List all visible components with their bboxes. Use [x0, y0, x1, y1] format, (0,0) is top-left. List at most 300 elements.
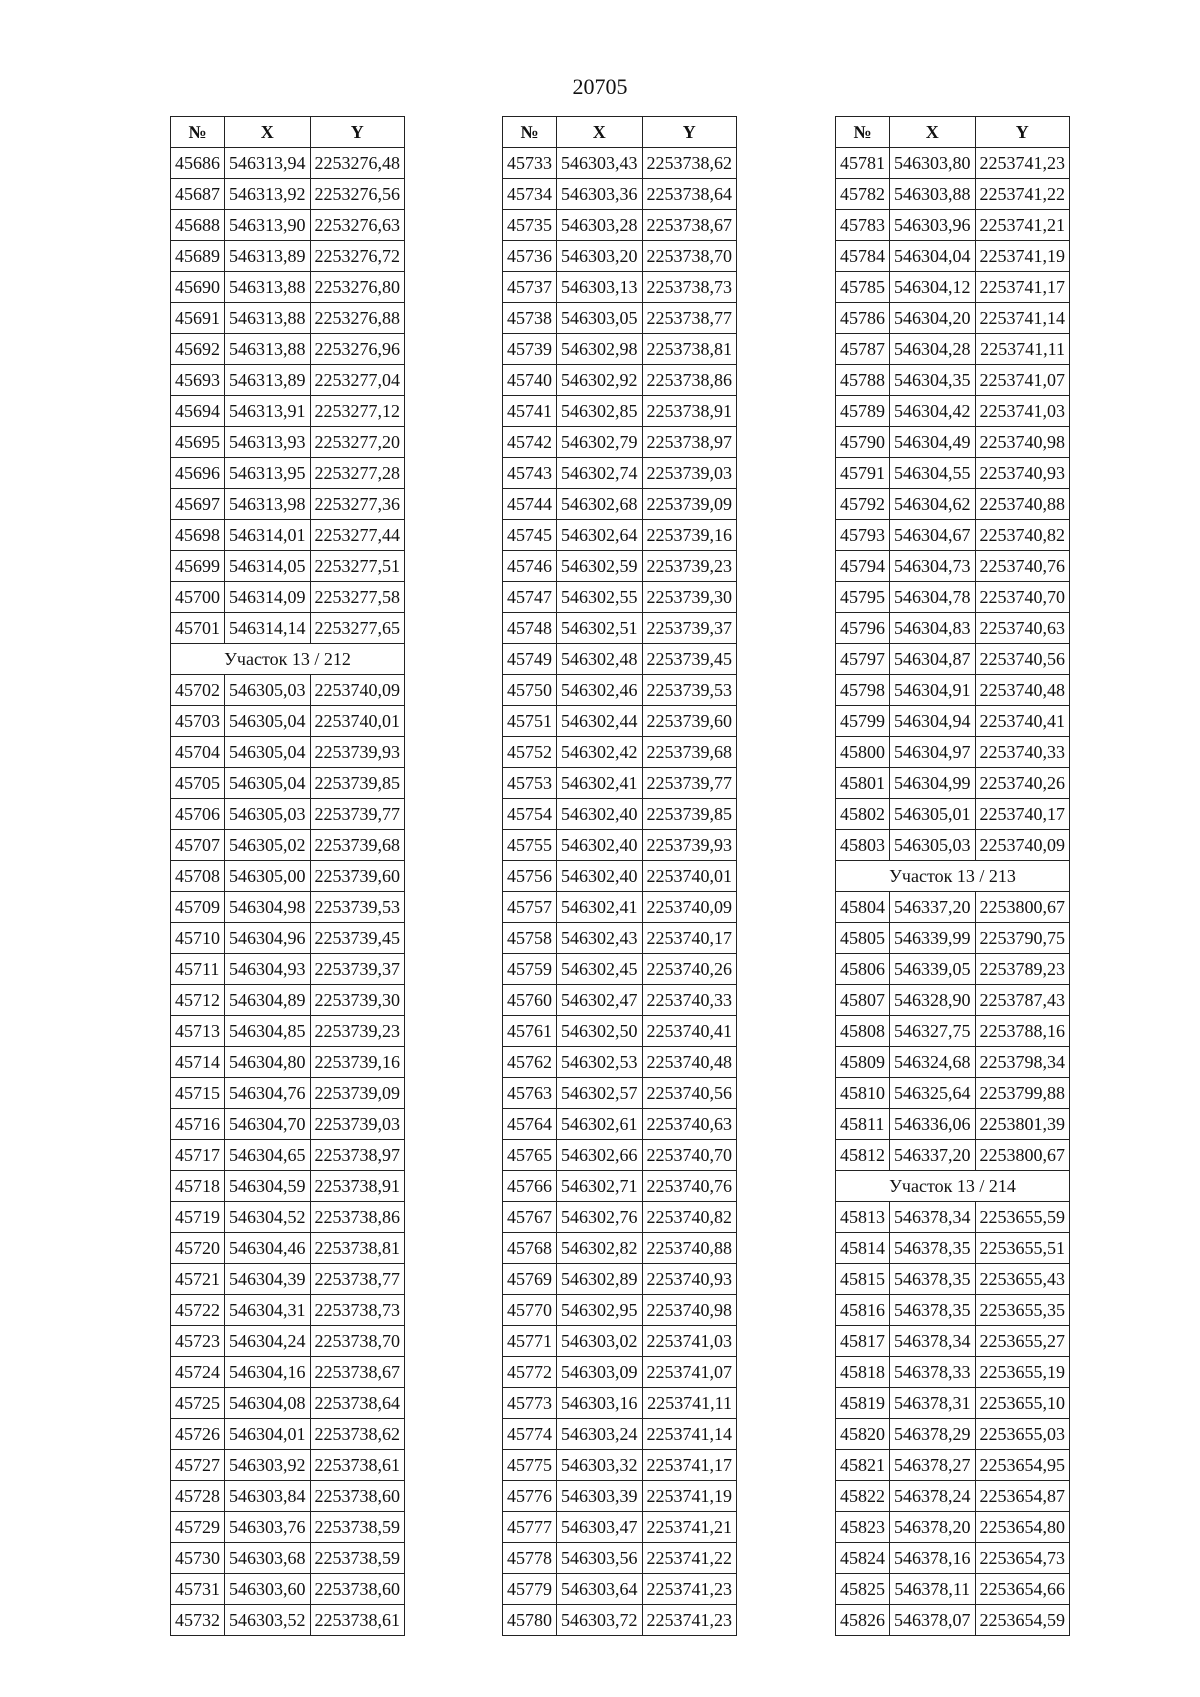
point-number-cell: 45813	[836, 1202, 890, 1233]
x-coordinate-cell: 546304,31	[225, 1295, 311, 1326]
section-title: Участок 13 / 214	[836, 1171, 1070, 1202]
x-coordinate-cell: 546313,88	[225, 272, 311, 303]
point-number-cell: 45804	[836, 892, 890, 923]
x-coordinate-cell: 546313,91	[225, 396, 311, 427]
point-number-cell: 45820	[836, 1419, 890, 1450]
y-coordinate-cell: 2253740,41	[975, 706, 1070, 737]
y-coordinate-cell: 2253740,76	[642, 1171, 737, 1202]
y-coordinate-cell: 2253739,45	[642, 644, 737, 675]
y-coordinate-cell: 2253740,82	[975, 520, 1070, 551]
x-coordinate-cell: 546328,90	[890, 985, 976, 1016]
point-number-cell: 45784	[836, 241, 890, 272]
table-row	[836, 272, 1070, 303]
point-number-cell: 45799	[836, 706, 890, 737]
point-number-cell: 45773	[503, 1388, 557, 1419]
point-number-cell: 45717	[171, 1140, 225, 1171]
y-coordinate-cell: 2253739,16	[642, 520, 737, 551]
table-row	[171, 892, 405, 923]
table-row	[503, 210, 737, 241]
point-number-cell: 45812	[836, 1140, 890, 1171]
table-row	[171, 954, 405, 985]
point-number-cell: 45816	[836, 1295, 890, 1326]
x-coordinate-cell: 546304,20	[890, 303, 976, 334]
x-coordinate-cell: 546303,02	[557, 1326, 643, 1357]
x-coordinate-cell: 546302,43	[557, 923, 643, 954]
header-y: Y	[642, 117, 737, 148]
table-row	[503, 1264, 737, 1295]
y-coordinate-cell: 2253798,34	[975, 1047, 1070, 1078]
table-row	[836, 1264, 1070, 1295]
point-number-cell: 45794	[836, 551, 890, 582]
point-number-cell: 45782	[836, 179, 890, 210]
point-number-cell: 45714	[171, 1047, 225, 1078]
table-row	[503, 644, 737, 675]
x-coordinate-cell: 546304,85	[225, 1016, 311, 1047]
point-number-cell: 45814	[836, 1233, 890, 1264]
x-coordinate-cell: 546302,41	[557, 768, 643, 799]
table-row	[503, 1543, 737, 1574]
point-number-cell: 45730	[171, 1543, 225, 1574]
table-row	[836, 737, 1070, 768]
table-row	[171, 272, 405, 303]
x-coordinate-cell: 546305,03	[225, 675, 311, 706]
table-row	[836, 458, 1070, 489]
table-row	[836, 179, 1070, 210]
y-coordinate-cell: 2253739,77	[642, 768, 737, 799]
x-coordinate-cell: 546304,78	[890, 582, 976, 613]
x-coordinate-cell: 546313,94	[225, 148, 311, 179]
x-coordinate-cell: 546304,80	[225, 1047, 311, 1078]
table-row	[171, 675, 405, 706]
y-coordinate-cell: 2253738,60	[310, 1481, 405, 1512]
table-row	[836, 489, 1070, 520]
y-coordinate-cell: 2253739,45	[310, 923, 405, 954]
y-coordinate-cell: 2253654,73	[975, 1543, 1070, 1574]
point-number-cell: 45754	[503, 799, 557, 830]
point-number-cell: 45721	[171, 1264, 225, 1295]
y-coordinate-cell: 2253277,65	[310, 613, 405, 644]
point-number-cell: 45707	[171, 830, 225, 861]
y-coordinate-cell: 2253739,68	[642, 737, 737, 768]
table-row	[503, 1295, 737, 1326]
x-coordinate-cell: 546305,04	[225, 737, 311, 768]
y-coordinate-cell: 2253741,14	[975, 303, 1070, 334]
x-coordinate-cell: 546304,08	[225, 1388, 311, 1419]
y-coordinate-cell: 2253740,01	[642, 861, 737, 892]
x-coordinate-cell: 546302,46	[557, 675, 643, 706]
x-coordinate-cell: 546302,95	[557, 1295, 643, 1326]
x-coordinate-cell: 546304,49	[890, 427, 976, 458]
point-number-cell: 45735	[503, 210, 557, 241]
point-number-cell: 45765	[503, 1140, 557, 1171]
table-row	[503, 272, 737, 303]
x-coordinate-cell: 546303,16	[557, 1388, 643, 1419]
point-number-cell: 45724	[171, 1357, 225, 1388]
table-row	[503, 1047, 737, 1078]
point-number-cell: 45802	[836, 799, 890, 830]
x-coordinate-cell: 546304,67	[890, 520, 976, 551]
x-coordinate-cell: 546304,46	[225, 1233, 311, 1264]
point-number-cell: 45687	[171, 179, 225, 210]
y-coordinate-cell: 2253739,85	[310, 768, 405, 799]
x-coordinate-cell: 546303,05	[557, 303, 643, 334]
y-coordinate-cell: 2253738,64	[310, 1388, 405, 1419]
x-coordinate-cell: 546304,16	[225, 1357, 311, 1388]
y-coordinate-cell: 2253739,23	[310, 1016, 405, 1047]
table-row	[503, 179, 737, 210]
x-coordinate-cell: 546303,47	[557, 1512, 643, 1543]
table-row	[171, 923, 405, 954]
x-coordinate-cell: 546304,76	[225, 1078, 311, 1109]
point-number-cell: 45818	[836, 1357, 890, 1388]
point-number-cell: 45713	[171, 1016, 225, 1047]
x-coordinate-cell: 546302,68	[557, 489, 643, 520]
y-coordinate-cell: 2253740,98	[642, 1295, 737, 1326]
y-coordinate-cell: 2253738,59	[310, 1543, 405, 1574]
x-coordinate-cell: 546339,05	[890, 954, 976, 985]
x-coordinate-cell: 546325,64	[890, 1078, 976, 1109]
point-number-cell: 45805	[836, 923, 890, 954]
y-coordinate-cell: 2253276,56	[310, 179, 405, 210]
y-coordinate-cell: 2253740,09	[310, 675, 405, 706]
point-number-cell: 45771	[503, 1326, 557, 1357]
y-coordinate-cell: 2253740,88	[642, 1233, 737, 1264]
x-coordinate-cell: 546304,59	[225, 1171, 311, 1202]
point-number-cell: 45764	[503, 1109, 557, 1140]
x-coordinate-cell: 546304,99	[890, 768, 976, 799]
y-coordinate-cell: 2253740,09	[975, 830, 1070, 861]
point-number-cell: 45740	[503, 365, 557, 396]
x-coordinate-cell: 546302,61	[557, 1109, 643, 1140]
x-coordinate-cell: 546302,45	[557, 954, 643, 985]
x-coordinate-cell: 546304,28	[890, 334, 976, 365]
point-number-cell: 45772	[503, 1357, 557, 1388]
y-coordinate-cell: 2253739,23	[642, 551, 737, 582]
point-number-cell: 45732	[171, 1605, 225, 1636]
section-title: Участок 13 / 212	[171, 644, 405, 675]
x-coordinate-cell: 546337,20	[890, 1140, 976, 1171]
x-coordinate-cell: 546304,70	[225, 1109, 311, 1140]
y-coordinate-cell: 2253741,19	[642, 1481, 737, 1512]
table-row	[836, 1078, 1070, 1109]
point-number-cell: 45762	[503, 1047, 557, 1078]
table-row	[171, 1450, 405, 1481]
y-coordinate-cell: 2253738,86	[310, 1202, 405, 1233]
y-coordinate-cell: 2253740,93	[642, 1264, 737, 1295]
x-coordinate-cell: 546302,57	[557, 1078, 643, 1109]
table-row	[503, 892, 737, 923]
y-coordinate-cell: 2253738,64	[642, 179, 737, 210]
table-row	[836, 396, 1070, 427]
point-number-cell: 45795	[836, 582, 890, 613]
y-coordinate-cell: 2253741,11	[642, 1388, 737, 1419]
y-coordinate-cell: 2253741,03	[975, 396, 1070, 427]
table-row	[503, 768, 737, 799]
y-coordinate-cell: 2253740,70	[642, 1140, 737, 1171]
point-number-cell: 45696	[171, 458, 225, 489]
table-row	[503, 1512, 737, 1543]
x-coordinate-cell: 546378,20	[890, 1512, 976, 1543]
point-number-cell: 45756	[503, 861, 557, 892]
header-y: Y	[975, 117, 1070, 148]
x-coordinate-cell: 546313,95	[225, 458, 311, 489]
header-number: №	[171, 117, 225, 148]
y-coordinate-cell: 2253739,85	[642, 799, 737, 830]
y-coordinate-cell: 2253738,81	[642, 334, 737, 365]
y-coordinate-cell: 2253739,30	[642, 582, 737, 613]
x-coordinate-cell: 546303,56	[557, 1543, 643, 1574]
y-coordinate-cell: 2253741,07	[975, 365, 1070, 396]
y-coordinate-cell: 2253739,03	[642, 458, 737, 489]
point-number-cell: 45745	[503, 520, 557, 551]
x-coordinate-cell: 546314,01	[225, 520, 311, 551]
x-coordinate-cell: 546302,89	[557, 1264, 643, 1295]
point-number-cell: 45785	[836, 272, 890, 303]
y-coordinate-cell: 2253655,03	[975, 1419, 1070, 1450]
point-number-cell: 45781	[836, 148, 890, 179]
table-row	[836, 1233, 1070, 1264]
y-coordinate-cell: 2253738,73	[310, 1295, 405, 1326]
point-number-cell: 45729	[171, 1512, 225, 1543]
y-coordinate-cell: 2253276,72	[310, 241, 405, 272]
table-row	[503, 1388, 737, 1419]
y-coordinate-cell: 2253789,23	[975, 954, 1070, 985]
x-coordinate-cell: 546302,82	[557, 1233, 643, 1264]
x-coordinate-cell: 546324,68	[890, 1047, 976, 1078]
y-coordinate-cell: 2253741,21	[642, 1512, 737, 1543]
point-number-cell: 45779	[503, 1574, 557, 1605]
y-coordinate-cell: 2253739,53	[310, 892, 405, 923]
table-row	[836, 1295, 1070, 1326]
y-coordinate-cell: 2253741,19	[975, 241, 1070, 272]
table-row	[503, 1357, 737, 1388]
y-coordinate-cell: 2253277,20	[310, 427, 405, 458]
table-row	[171, 1481, 405, 1512]
point-number-cell: 45743	[503, 458, 557, 489]
table-row	[503, 1171, 737, 1202]
x-coordinate-cell: 546378,16	[890, 1543, 976, 1574]
x-coordinate-cell: 546304,96	[225, 923, 311, 954]
table-row	[171, 334, 405, 365]
point-number-cell: 45757	[503, 892, 557, 923]
point-number-cell: 45690	[171, 272, 225, 303]
table-row	[836, 1357, 1070, 1388]
table-row	[836, 520, 1070, 551]
x-coordinate-cell: 546313,90	[225, 210, 311, 241]
point-number-cell: 45699	[171, 551, 225, 582]
x-coordinate-cell: 546302,47	[557, 985, 643, 1016]
x-coordinate-cell: 546304,55	[890, 458, 976, 489]
table-row	[171, 1605, 405, 1636]
y-coordinate-cell: 2253738,59	[310, 1512, 405, 1543]
table-row	[503, 396, 737, 427]
table-row	[171, 830, 405, 861]
y-coordinate-cell: 2253655,43	[975, 1264, 1070, 1295]
x-coordinate-cell: 546303,13	[557, 272, 643, 303]
x-coordinate-cell: 546304,94	[890, 706, 976, 737]
y-coordinate-cell: 2253738,81	[310, 1233, 405, 1264]
point-number-cell: 45750	[503, 675, 557, 706]
y-coordinate-cell: 2253738,91	[642, 396, 737, 427]
table-row	[836, 644, 1070, 675]
x-coordinate-cell: 546305,02	[225, 830, 311, 861]
x-coordinate-cell: 546302,41	[557, 892, 643, 923]
table-row	[171, 1326, 405, 1357]
table-row	[171, 1388, 405, 1419]
table-row	[503, 1016, 737, 1047]
table-row	[171, 1295, 405, 1326]
x-coordinate-cell: 546302,42	[557, 737, 643, 768]
y-coordinate-cell: 2253277,36	[310, 489, 405, 520]
table-row	[503, 334, 737, 365]
x-coordinate-cell: 546313,88	[225, 303, 311, 334]
y-coordinate-cell: 2253276,48	[310, 148, 405, 179]
x-coordinate-cell: 546336,06	[890, 1109, 976, 1140]
point-number-cell: 45791	[836, 458, 890, 489]
point-number-cell: 45719	[171, 1202, 225, 1233]
x-coordinate-cell: 546302,76	[557, 1202, 643, 1233]
x-coordinate-cell: 546304,89	[225, 985, 311, 1016]
point-number-cell: 45715	[171, 1078, 225, 1109]
point-number-cell: 45700	[171, 582, 225, 613]
table-row	[171, 551, 405, 582]
table-row	[836, 1574, 1070, 1605]
table-row	[171, 241, 405, 272]
table-row	[171, 1109, 405, 1140]
y-coordinate-cell: 2253741,23	[642, 1574, 737, 1605]
y-coordinate-cell: 2253654,87	[975, 1481, 1070, 1512]
point-number-cell: 45741	[503, 396, 557, 427]
x-coordinate-cell: 546304,93	[225, 954, 311, 985]
table-row	[171, 1047, 405, 1078]
table-row	[171, 148, 405, 179]
point-number-cell: 45738	[503, 303, 557, 334]
point-number-cell: 45691	[171, 303, 225, 334]
point-number-cell: 45744	[503, 489, 557, 520]
y-coordinate-cell: 2253277,28	[310, 458, 405, 489]
x-coordinate-cell: 546303,68	[225, 1543, 311, 1574]
point-number-cell: 45766	[503, 1171, 557, 1202]
x-coordinate-cell: 546314,05	[225, 551, 311, 582]
x-coordinate-cell: 546303,72	[557, 1605, 643, 1636]
page-number: 20705	[572, 74, 628, 99]
x-coordinate-cell: 546304,62	[890, 489, 976, 520]
y-coordinate-cell: 2253740,01	[310, 706, 405, 737]
x-coordinate-cell: 546305,04	[225, 768, 311, 799]
table-row	[836, 303, 1070, 334]
y-coordinate-cell: 2253654,95	[975, 1450, 1070, 1481]
y-coordinate-cell: 2253740,76	[975, 551, 1070, 582]
x-coordinate-cell: 546303,76	[225, 1512, 311, 1543]
point-number-cell: 45810	[836, 1078, 890, 1109]
table-row	[836, 1388, 1070, 1419]
y-coordinate-cell: 2253655,10	[975, 1388, 1070, 1419]
table-row	[503, 1233, 737, 1264]
table-row	[171, 1016, 405, 1047]
table-row	[503, 706, 737, 737]
x-coordinate-cell: 546305,03	[890, 830, 976, 861]
x-coordinate-cell: 546378,27	[890, 1450, 976, 1481]
x-coordinate-cell: 546337,20	[890, 892, 976, 923]
x-coordinate-cell: 546339,99	[890, 923, 976, 954]
point-number-cell: 45801	[836, 768, 890, 799]
y-coordinate-cell: 2253739,93	[310, 737, 405, 768]
y-coordinate-cell: 2253741,14	[642, 1419, 737, 1450]
point-number-cell: 45706	[171, 799, 225, 830]
point-number-cell: 45692	[171, 334, 225, 365]
table-row	[503, 241, 737, 272]
point-number-cell: 45751	[503, 706, 557, 737]
point-number-cell: 45777	[503, 1512, 557, 1543]
table-row	[171, 1233, 405, 1264]
table-row	[836, 1450, 1070, 1481]
point-number-cell: 45737	[503, 272, 557, 303]
x-coordinate-cell: 546302,51	[557, 613, 643, 644]
x-coordinate-cell: 546303,09	[557, 1357, 643, 1388]
x-coordinate-cell: 546378,34	[890, 1326, 976, 1357]
point-number-cell: 45775	[503, 1450, 557, 1481]
y-coordinate-cell: 2253655,59	[975, 1202, 1070, 1233]
x-coordinate-cell: 546304,12	[890, 272, 976, 303]
table-row	[836, 148, 1070, 179]
x-coordinate-cell: 546303,92	[225, 1450, 311, 1481]
point-number-cell: 45789	[836, 396, 890, 427]
y-coordinate-cell: 2253277,04	[310, 365, 405, 396]
x-coordinate-cell: 546305,01	[890, 799, 976, 830]
y-coordinate-cell: 2253738,62	[310, 1419, 405, 1450]
table-row	[503, 458, 737, 489]
x-coordinate-cell: 546313,88	[225, 334, 311, 365]
point-number-cell: 45821	[836, 1450, 890, 1481]
table-row	[503, 1450, 737, 1481]
x-coordinate-cell: 546313,93	[225, 427, 311, 458]
table-row	[503, 1140, 737, 1171]
y-coordinate-cell: 2253276,88	[310, 303, 405, 334]
header-x: X	[225, 117, 311, 148]
point-number-cell: 45826	[836, 1605, 890, 1636]
header-number: №	[836, 117, 890, 148]
x-coordinate-cell: 546304,65	[225, 1140, 311, 1171]
y-coordinate-cell: 2253740,33	[642, 985, 737, 1016]
x-coordinate-cell: 546313,92	[225, 179, 311, 210]
x-coordinate-cell: 546303,28	[557, 210, 643, 241]
x-coordinate-cell: 546302,66	[557, 1140, 643, 1171]
y-coordinate-cell: 2253741,17	[642, 1450, 737, 1481]
table-row	[171, 303, 405, 334]
table-row	[503, 830, 737, 861]
y-coordinate-cell: 2253738,97	[642, 427, 737, 458]
x-coordinate-cell: 546303,36	[557, 179, 643, 210]
point-number-cell: 45809	[836, 1047, 890, 1078]
point-number-cell: 45748	[503, 613, 557, 644]
point-number-cell: 45705	[171, 768, 225, 799]
x-coordinate-cell: 546304,35	[890, 365, 976, 396]
y-coordinate-cell: 2253654,59	[975, 1605, 1070, 1636]
x-coordinate-cell: 546302,64	[557, 520, 643, 551]
y-coordinate-cell: 2253738,61	[310, 1450, 405, 1481]
point-number-cell: 45793	[836, 520, 890, 551]
x-coordinate-cell: 546314,14	[225, 613, 311, 644]
point-number-cell: 45720	[171, 1233, 225, 1264]
table-row	[171, 179, 405, 210]
y-coordinate-cell: 2253740,26	[975, 768, 1070, 799]
y-coordinate-cell: 2253740,63	[642, 1109, 737, 1140]
table-row	[836, 985, 1070, 1016]
y-coordinate-cell: 2253740,48	[642, 1047, 737, 1078]
x-coordinate-cell: 546304,97	[890, 737, 976, 768]
y-coordinate-cell: 2253276,63	[310, 210, 405, 241]
point-number-cell: 45742	[503, 427, 557, 458]
